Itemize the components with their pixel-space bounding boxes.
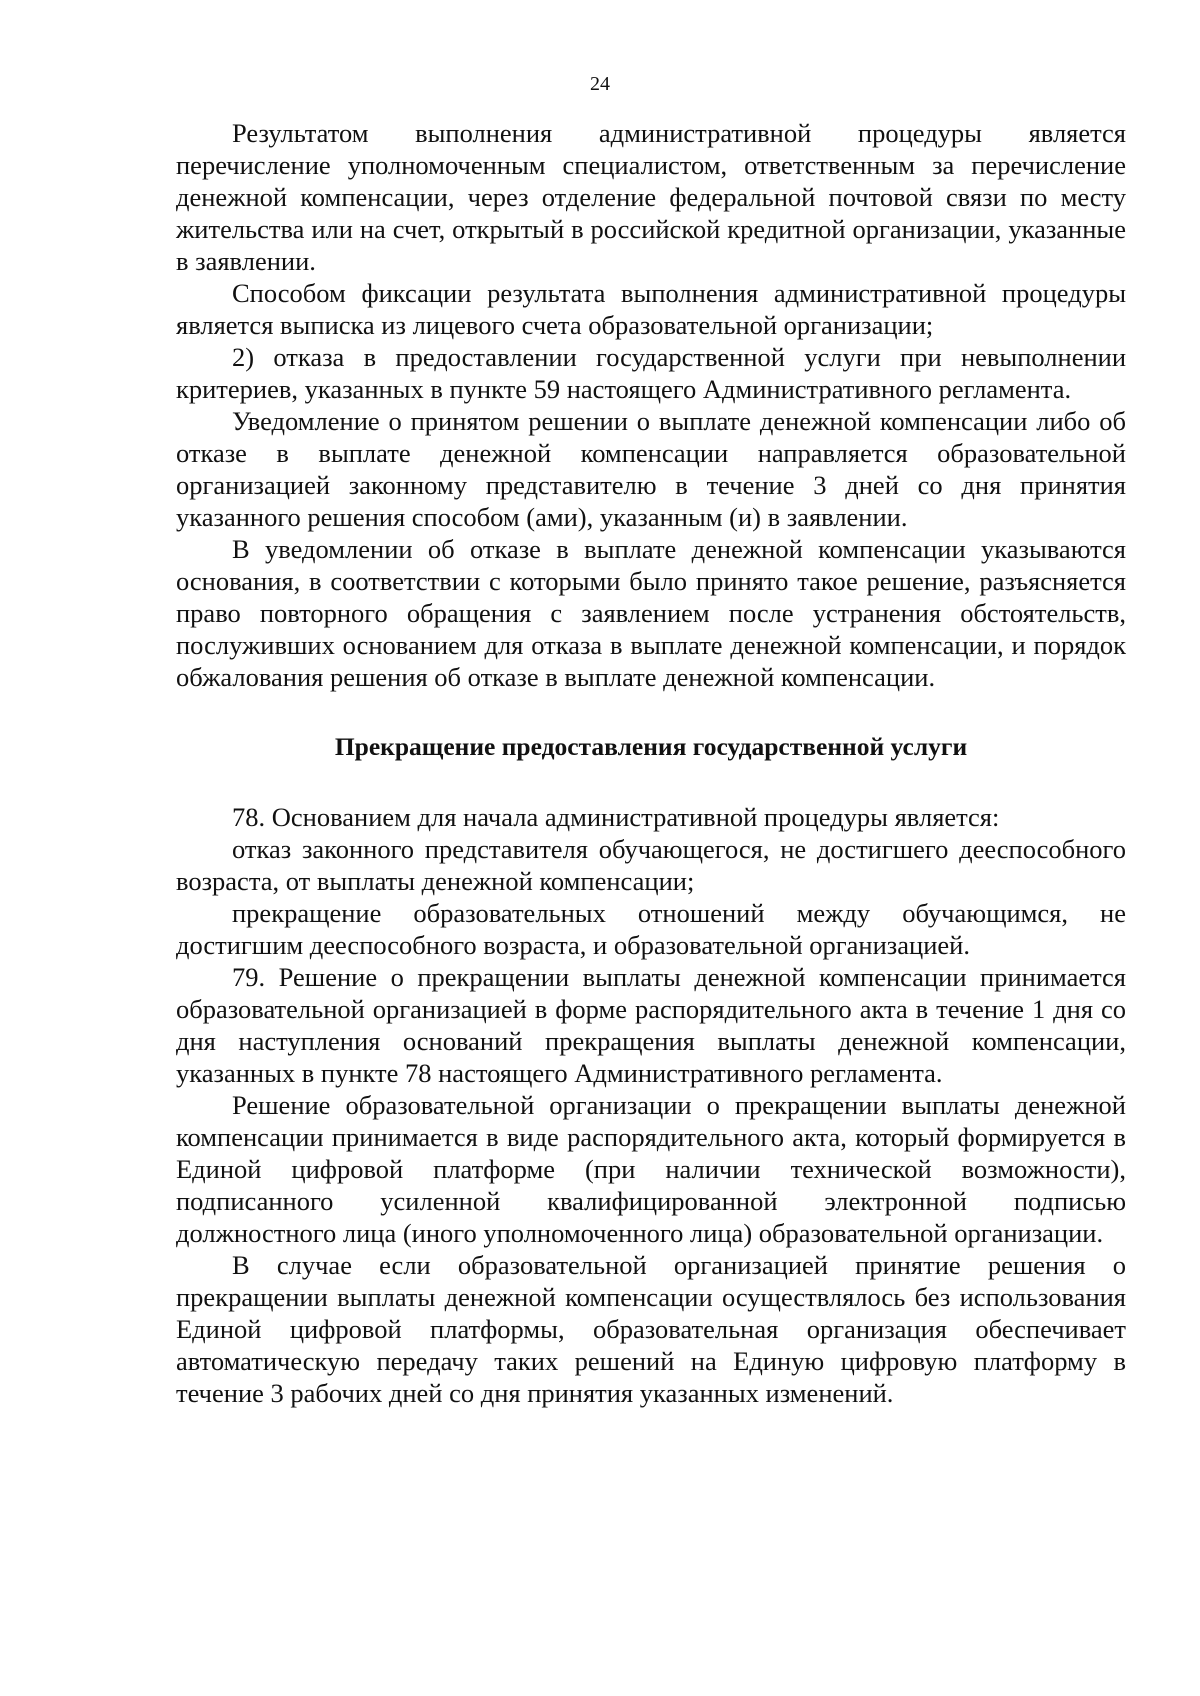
paragraph-automatic-transfer: В случае если образовательной организацией принятие решения о прекращении выплаты денежной компенсации осуществлялось без использования Единой цифровой платформы, образовательная организация обеспечивает автоматическую передачу таких решений на Единую цифровую платформу в течение 3 рабочих дней со дня принятия указанных изменений. [176, 1250, 1126, 1408]
paragraph-item-79: 79. Решение о прекращении выплаты денежной компенсации принимается образовательной организацией в форме распорядительного акта в течение 1 дня со дня наступления оснований прекращения выплаты денежной компенсации, указанных в пункте 78 настоящего Административного регламента. [176, 962, 1126, 1088]
section-heading: Прекращение предоставления государственной услуги [334, 732, 968, 761]
paragraph-refusal-criteria: 2) отказа в предоставлении государственной услуги при невыполнении критериев, указанных в пункте 59 настоящего Административного регламента. [176, 342, 1126, 404]
paragraph-fixation-method: Способом фиксации результата выполнения административной процедуры является выписка из лицевого счета образовательной организации; [176, 278, 1126, 340]
paragraph-refusal-grounds: В уведомлении об отказе в выплате денежной компенсации указываются основания, в соответствии с которыми было принято такое решение, разъясняется право повторного обращения с заявлением после устранения обстоятельств, послуживших основанием для отказа в выплате денежной компенсации, и порядок обжалования решения об отказе в выплате денежной компенсации. [176, 534, 1126, 692]
document-body [176, 117, 1126, 1409]
page-number: 24 [590, 73, 610, 95]
paragraph-representative-refusal: отказ законного представителя обучающегося, не достигшего дееспособного возраста, от выплаты денежной компенсации; [176, 834, 1126, 896]
paragraph-item-78: 78. Основанием для начала административной процедуры является: [232, 802, 1000, 832]
paragraph-digital-platform-decision: Решение образовательной организации о прекращении выплаты денежной компенсации принимается в виде распорядительного акта, который формируется в Единой цифровой платформе (при наличии технической возможности), подписанного усиленной квалифицированной электронной подписью должностного лица (иного уполномоченного лица) образовательной организации. [176, 1090, 1126, 1248]
paragraph-notification: Уведомление о принятом решении о выплате денежной компенсации либо об отказе в выплате денежной компенсации направляется образовательной организацией законному представителю в течение 3 дней со дня принятия указанного решения способом (ами), указанным (и) в заявлении. [176, 406, 1126, 532]
paragraph-result-transfer: Результатом выполнения административной процедуры является перечисление уполномоченным специалистом, ответственным за перечисление денежной компенсации, через отделение федеральной почтовой связи по месту жительства или на счет, открытый в российской кредитной организации, указанные в заявлении. [176, 118, 1126, 276]
paragraph-relations-termination: прекращение образовательных отношений между обучающимся, не достигшим дееспособного возраста, и образовательной организацией. [176, 898, 1126, 960]
